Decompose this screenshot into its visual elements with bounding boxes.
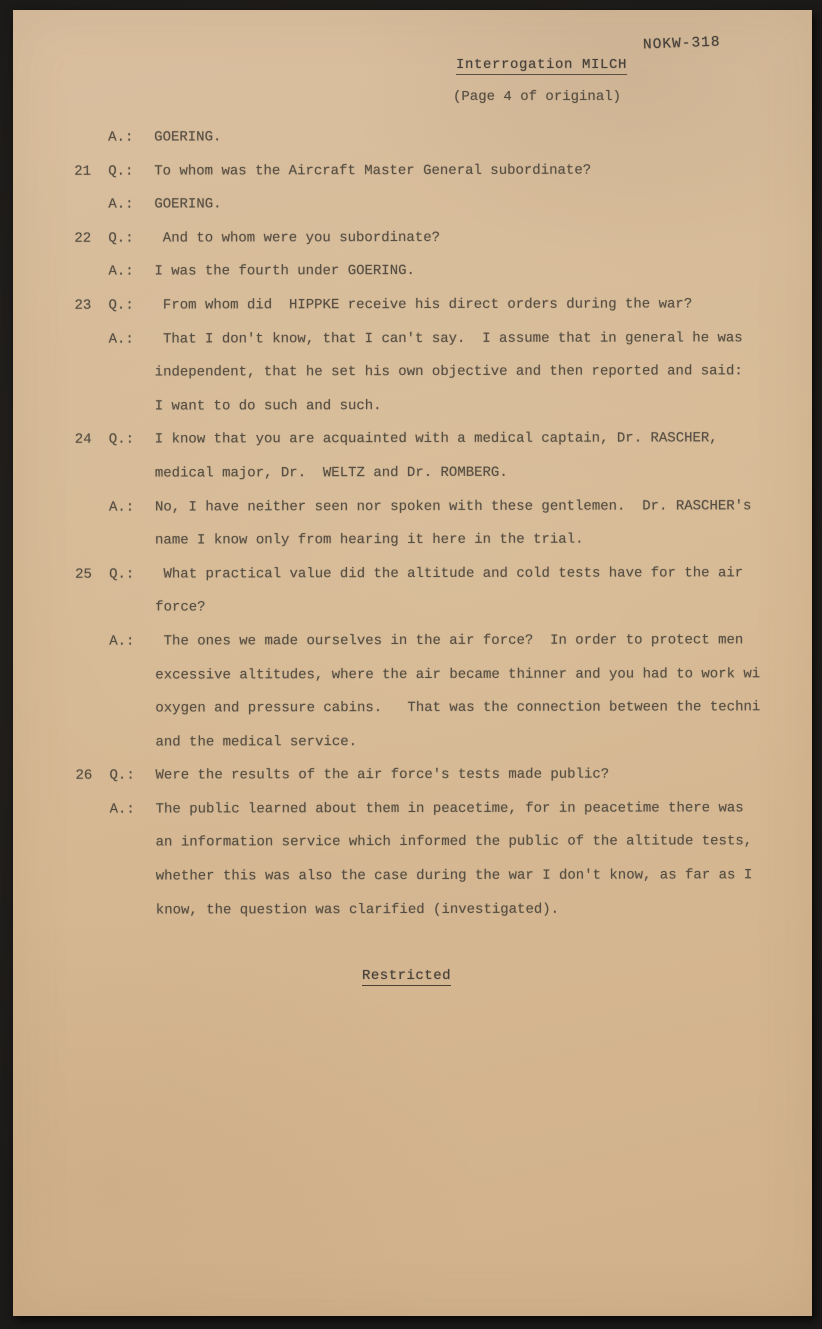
transcript-line — [13, 598, 812, 633]
line-text: oxygen and pressure cabins. That was the connection between the techni — [155, 699, 761, 717]
transcript-line — [13, 498, 812, 533]
line-text: name I know only from hearing it here in the trial. — [155, 531, 584, 549]
line-text: GOERING. — [154, 129, 222, 146]
speaker-label: A.: — [109, 633, 135, 650]
transcript-line — [14, 901, 813, 936]
transcript-line — [12, 162, 811, 197]
speaker-label: Q.: — [109, 566, 135, 583]
doc-number-stamp: NOKW-318 — [642, 34, 721, 54]
transcript-line — [14, 800, 813, 835]
document-page — [13, 10, 812, 1316]
speaker-label: A.: — [108, 196, 134, 213]
question-number: 24 — [74, 432, 92, 449]
line-text: I was the fourth under GOERING. — [154, 263, 415, 280]
transcript-line — [13, 666, 812, 701]
line-text: know, the question was clarified (investigated). — [155, 901, 560, 919]
transcript-line — [12, 229, 811, 264]
line-text: whether this was also the case during the war I don't know, as far as I — [155, 867, 753, 885]
speaker-label: Q.: — [108, 163, 134, 180]
doc-subtitle: (Page 4 of original) — [453, 89, 622, 105]
line-text: I know that you are acquainted with a medical captain, Dr. RASCHER, — [154, 430, 718, 448]
classification-footer: Restricted — [362, 968, 452, 984]
line-text: independent, that he set his own objective and then reported and said: — [154, 363, 743, 381]
transcript-line — [12, 128, 811, 163]
speaker-label: A.: — [108, 263, 134, 281]
transcript-line — [13, 565, 812, 600]
line-text: To whom was the Aircraft Master General subordinate? — [154, 162, 592, 180]
transcript-line — [13, 766, 812, 801]
speaker-label: A.: — [108, 129, 134, 146]
line-text: The ones we made ourselves in the air force? In order to protect men — [155, 632, 744, 650]
transcript-line — [14, 834, 813, 869]
speaker-label: Q.: — [108, 297, 134, 314]
transcript-line — [14, 867, 813, 902]
speaker-label: A.: — [108, 331, 134, 348]
line-text: force? — [155, 599, 206, 616]
speaker-label: Q.: — [108, 230, 134, 247]
speaker-label: A.: — [109, 801, 135, 818]
question-number: 26 — [75, 767, 93, 784]
speaker-label: Q.: — [109, 767, 135, 784]
transcript-line — [13, 531, 812, 566]
transcript — [12, 128, 813, 936]
transcript-line — [12, 263, 811, 298]
line-text: and the medical service. — [155, 733, 358, 751]
transcript-line — [13, 632, 812, 667]
transcript-line — [13, 330, 812, 365]
line-text: And to whom were you subordinate? — [154, 229, 441, 247]
question-number: 22 — [74, 230, 92, 247]
line-text: The public learned about them in peacetime, for in peacetime there was — [155, 800, 744, 818]
transcript-line — [13, 464, 812, 499]
line-text: an information service which informed the public of the altitude tests, — [155, 833, 753, 852]
speaker-label: Q.: — [108, 431, 135, 448]
transcript-line — [13, 733, 812, 768]
question-number: 23 — [74, 297, 92, 314]
line-text: excessive altitudes, where the air became thinner and you had to work wi — [155, 665, 761, 684]
line-text: I want to do such and such. — [154, 397, 382, 415]
transcript-line — [13, 397, 812, 432]
line-text: GOERING. — [154, 196, 222, 213]
doc-title: Interrogation MILCH — [456, 57, 628, 73]
line-text: From whom did HIPPKE receive his direct orders during the war? — [154, 296, 693, 314]
question-number: 21 — [74, 163, 92, 180]
line-text: That I don't know, that I can't say. I assume that in general he was — [154, 329, 743, 348]
line-text: No, I have neither seen nor spoken with these gentlemen. Dr. RASCHER's — [154, 497, 752, 516]
transcript-line — [13, 699, 812, 734]
transcript-line — [13, 296, 812, 331]
question-number: 25 — [75, 566, 92, 583]
line-text: medical major, Dr. WELTZ and Dr. ROMBERG. — [154, 464, 508, 482]
line-text: Were the results of the air force's tests made public? — [155, 766, 610, 784]
transcript-line — [13, 431, 812, 466]
transcript-line — [12, 195, 811, 230]
line-text: What practical value did the altitude and cold tests have for the air — [155, 565, 744, 583]
transcript-line — [13, 363, 812, 398]
speaker-label: A.: — [108, 499, 135, 516]
